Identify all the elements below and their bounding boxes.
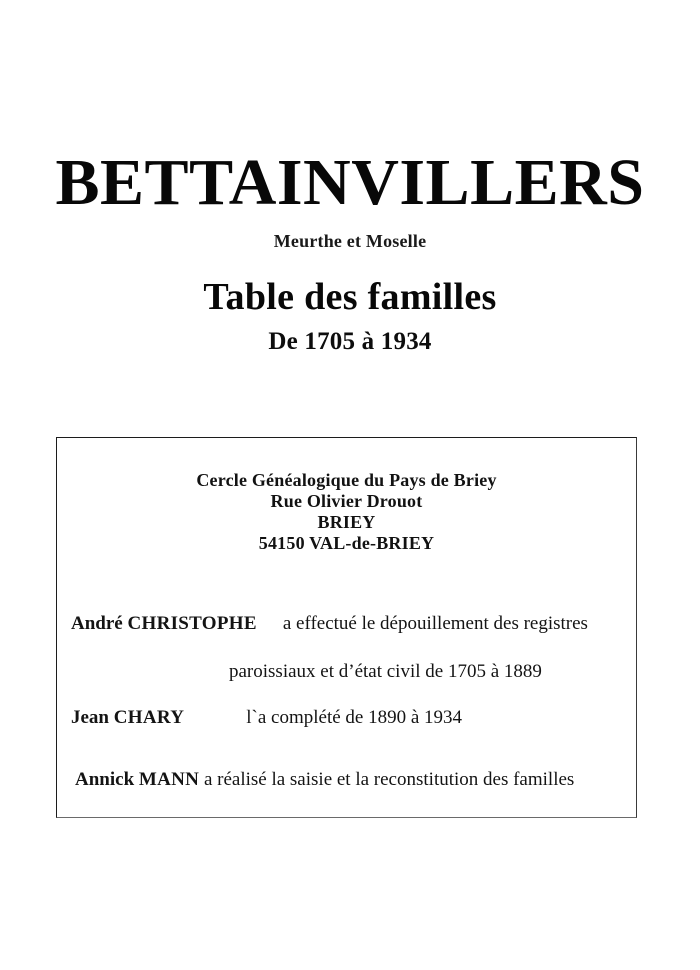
organization-block [57,470,636,554]
contributor-name [75,769,199,790]
region-subtitle: Meurthe et Moselle [273,231,427,251]
contributor-given-name: Annick [75,769,135,790]
page-title: BETTAINVILLERS [55,146,645,219]
contributor-description-continuation: paroissiaux et d’état civil de 1705 à 1889 [229,661,542,682]
organization-street: Rue Olivier Drouot [270,491,423,511]
credits-box [56,437,637,818]
contributor-row [57,707,636,729]
section-title: Table des familles [203,276,497,318]
contributor-row [57,613,636,635]
contributor-description: a effectué le dépouillement des registres [282,613,588,634]
date-range: De 1705 à 1934 [268,328,432,355]
organization-postal-city: 54150 VAL-de-BRIEY [258,533,435,553]
contributor-description: l`a complété de 1890 à 1934 [246,707,463,728]
organization-city: BRIEY [317,512,376,532]
contributor-row [57,769,636,791]
contributor-given-name: André [71,613,123,634]
contributor-name [71,613,257,634]
contributor-row-continuation [57,661,636,683]
contributor-given-name: Jean [71,707,109,728]
contributor-surname: CHRISTOPHE [127,613,257,634]
masthead [0,146,700,355]
contributor-surname: MANN [138,769,200,790]
contributor-name [71,707,184,728]
contributor-surname: CHARY [113,707,185,728]
organization-name: Cercle Généalogique du Pays de Briey [196,470,497,490]
contributor-description: a réalisé la saisie et la reconstitution des familles [203,769,575,790]
contributor-list [57,613,636,791]
